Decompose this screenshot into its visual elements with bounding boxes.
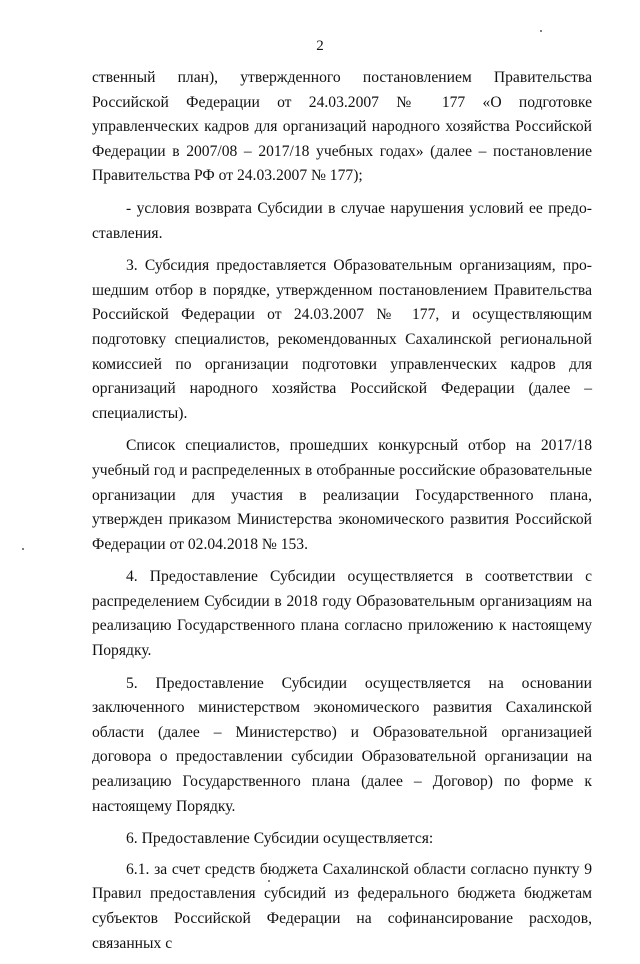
scan-speck: [22, 548, 24, 550]
scan-speck: [540, 30, 542, 32]
scan-speck: [268, 880, 270, 882]
page-number: 2: [316, 38, 324, 54]
document-body: [92, 66, 592, 964]
paragraph-return-conditions: - условия возврата Субсидии в случае нарушения условий ее предоставления.: [92, 199, 592, 242]
paragraph-item-6: 6. Предоставление Субсидии осуществляется:: [126, 830, 434, 848]
paragraph-item-5: 5. Предоставление Субсидии осуществляется на основании заключенного министерством экономического развития Сахалинской области (далее – Министерство) и Образовательной организацией договора о предоставлении субсидии Образовательной организации на реализацию Государственного плана (далее – Договор) по форме к настоящему Порядку.: [92, 674, 592, 815]
paragraph-item-6-1: 6.1. за счет средств бюджета Сахалинской области согласно пункту 9 Правил предоставления субсидий из федерального бюджета бюджетам субъектов Российской Федерации на софинансирование расходов, связанных с: [92, 860, 592, 952]
paragraph-item-3: 3. Субсидия предоставляется Образовательным организациям, прошедшим отбор в порядке, утвержденном постановлением Правительства Российской Федерации от 24.03.2007 № 177, и осуществляющим подготовку специалистов, рекомендованных Сахалинской региональной комиссией по организации подготовки управленческих кадров для организаций народного хозяйства Российской Федерации (далее – специалисты).: [92, 257, 592, 422]
paragraph-specialists-list: Список специалистов, прошедших конкурсный отбор на 2017/18 учебный год и распределенных в отобранные российские образовательные организации для участия в реализации Государственного плана, утвержден приказом Министерства экономического развития Российской Федерации от 02.04.2018 № 153.: [92, 437, 592, 553]
paragraph-item-4: 4. Предоставление Субсидии осуществляется в соответствии с распределением Субсидии в 2018 году Образовательным организациям на реализацию Государственного плана согласно приложению к настоящему Порядку.: [92, 568, 592, 660]
paragraph-continuation: ственный план), утвержденного постановлением Правительства Российской Федерации от 24.03.2007 № 177 «О подготовке управленческих кадров для организаций народного хозяйства Российской Федерации в 2007/08 – 2017/18 учебных годах» (далее – постановление Правительства РФ от 24.03.2007 № 177);: [92, 69, 592, 185]
